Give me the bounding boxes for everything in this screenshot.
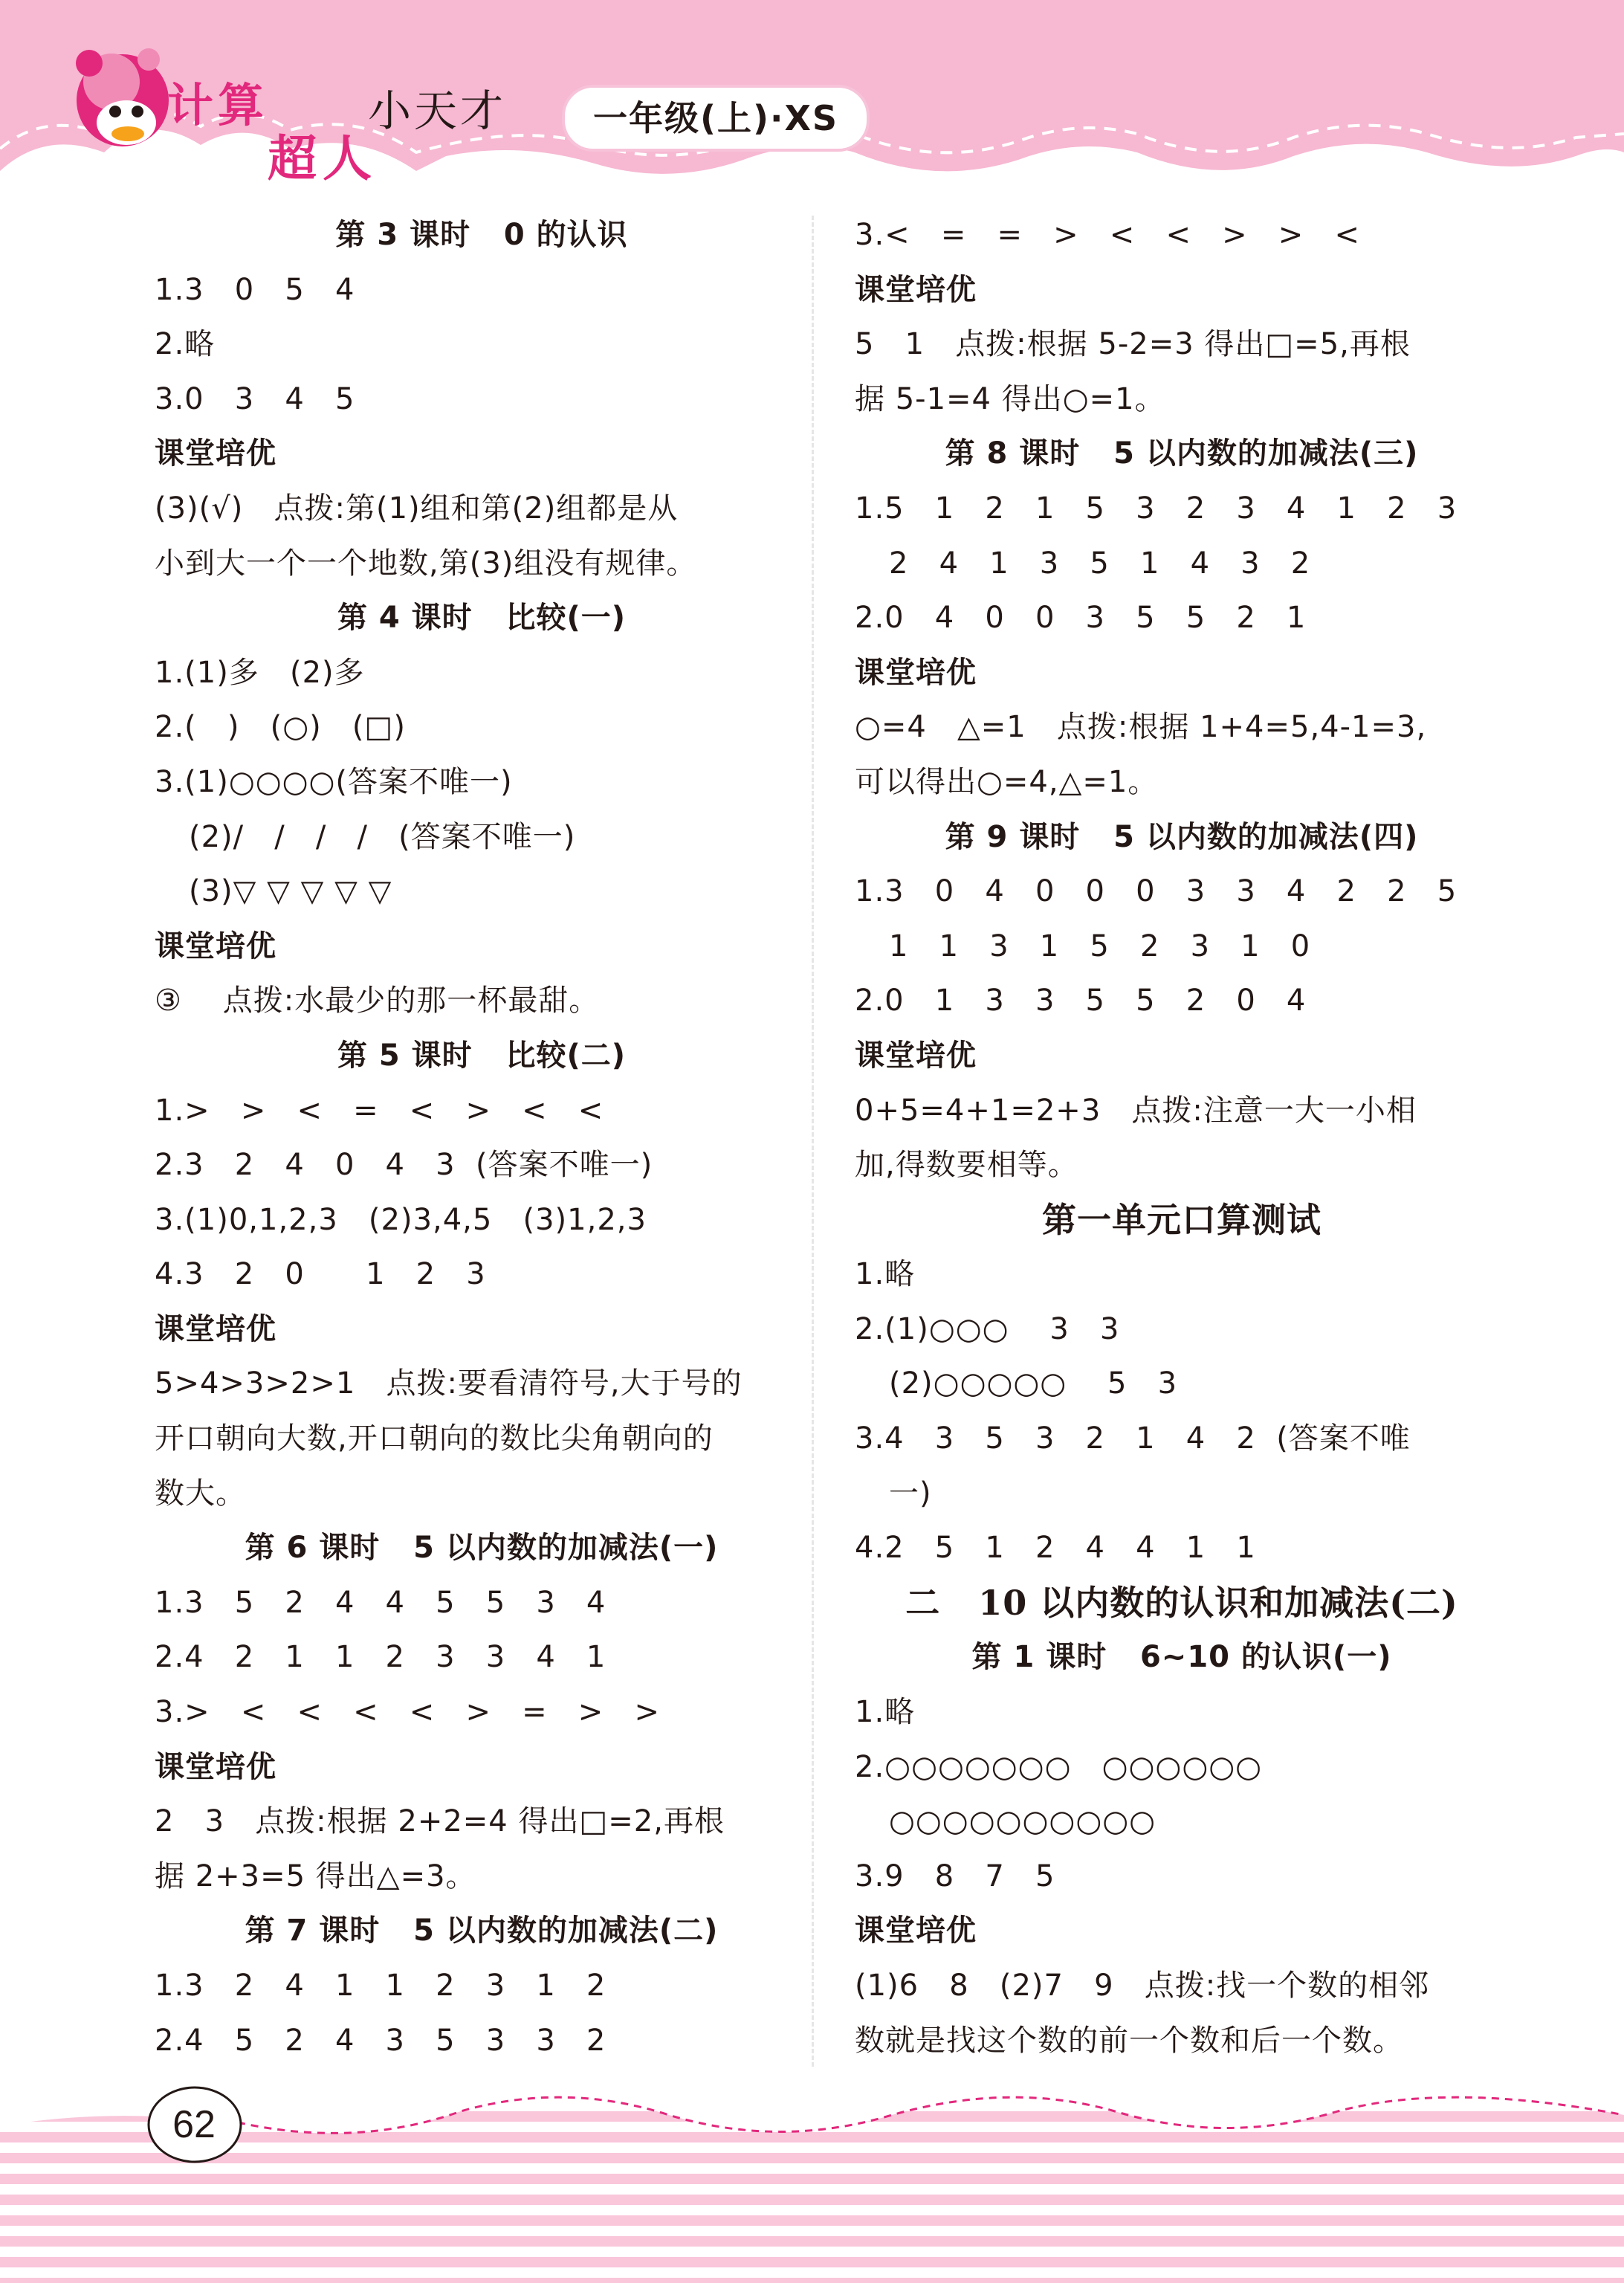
- answer-line: 5 1 点拨:根据 5-2=3 得出□=5,再根: [855, 327, 1411, 362]
- right-column: [855, 208, 1509, 2068]
- footer-stripes: [0, 2082, 1624, 2283]
- answer-line: 小到大一个一个地数,第(3)组没有规律。: [155, 546, 697, 581]
- column-divider: [812, 216, 814, 2067]
- answer-line: (3)▽ ▽ ▽ ▽ ▽: [189, 874, 392, 909]
- section-heading: 第 8 课时 5 以内数的加减法(三): [945, 436, 1419, 471]
- answer-line: ○=4 △=1 点拨:根据 1+4=5,4-1=3,: [855, 710, 1427, 745]
- answer-line: 2.0 1 3 3 5 5 2 0 4: [855, 984, 1307, 1018]
- answer-line: 2.○○○○○○○ ○○○○○○: [855, 1749, 1263, 1784]
- answer-line: 2.(1)○○○ 3 3: [855, 1311, 1120, 1346]
- answer-line: 0+5=4+1=2+3 点拨:注意一大一小相: [855, 1093, 1417, 1128]
- subsection-label: 课堂培优: [855, 655, 977, 690]
- section-heading: 第 4 课时 比较(一): [337, 601, 627, 636]
- answer-line: 2.( ) (○) (□): [155, 710, 406, 745]
- section-heading: 第 1 课时 6~10 的认识(一): [971, 1640, 1392, 1675]
- grade-badge: 一年级(上)·XS: [565, 88, 867, 149]
- subsection-label: 课堂培优: [855, 1038, 977, 1073]
- logo-subtitle: 小天才: [368, 85, 507, 136]
- answer-line: 2.4 2 1 1 2 3 3 4 1: [155, 1640, 606, 1675]
- answer-line: 1.3 0 5 4: [155, 272, 355, 307]
- answer-line: 可以得出○=4,△=1。: [855, 764, 1159, 799]
- left-column: [155, 208, 809, 2068]
- answer-line: 4.2 5 1 2 4 4 1 1: [855, 1531, 1256, 1566]
- answer-line: 2 3 点拨:根据 2+2=4 得出□=2,再根: [155, 1804, 725, 1839]
- answer-line: 数大。: [155, 1476, 246, 1511]
- answer-line: 1.3 2 4 1 1 2 3 1 2: [155, 1969, 606, 2003]
- section-heading: 第 5 课时 比较(二): [337, 1038, 627, 1073]
- subsection-label: 课堂培优: [155, 1749, 276, 1784]
- answer-line: 2.0 4 0 0 3 5 5 2 1: [855, 601, 1307, 636]
- footer-stripe: [0, 2132, 1624, 2142]
- answer-line: 据 5-1=4 得出○=1。: [855, 381, 1165, 416]
- answer-line: 3.0 3 4 5: [155, 381, 355, 416]
- answer-line: 1 1 3 1 5 2 3 1 0: [889, 929, 1311, 963]
- answer-line: 1.3 5 2 4 4 5 5 3 4: [155, 1585, 606, 1620]
- section-heading: 第 6 课时 5 以内数的加减法(一): [245, 1531, 719, 1566]
- answer-line: 3.(1)0,1,2,3 (2)3,4,5 (3)1,2,3: [155, 1202, 647, 1237]
- answer-line: 一): [889, 1476, 932, 1511]
- answer-line: 3.9 8 7 5: [855, 1859, 1055, 1893]
- cartoon-mascot-icon: [76, 48, 169, 146]
- answer-line: 据 2+3=5 得出△=3。: [155, 1859, 476, 1893]
- subsection-label: 课堂培优: [855, 1914, 977, 1948]
- answer-line: 1.(1)多 (2)多: [155, 655, 365, 690]
- answer-line: 2.3 2 4 0 4 3 (答案不唯一): [155, 1148, 653, 1183]
- footer-stripe: [0, 2278, 1624, 2283]
- footer-stripe: [0, 2257, 1624, 2267]
- answer-line: 1.5 1 2 1 5 3 2 3 4 1 2 3: [855, 491, 1458, 526]
- answer-line: 1.> > < = < > < <: [155, 1093, 604, 1128]
- footer-stripe: [0, 2195, 1624, 2205]
- answer-line: ③ 点拨:水最少的那一杯最甜。: [155, 984, 600, 1018]
- subsection-label: 课堂培优: [155, 436, 276, 471]
- answer-line: 1.3 0 4 0 0 0 3 3 4 2 2 5: [855, 874, 1458, 909]
- answer-line: (3)(√) 点拨:第(1)组和第(2)组都是从: [155, 491, 679, 526]
- section-heading: 第 3 课时 0 的认识: [335, 218, 628, 252]
- subsection-label: 课堂培优: [855, 272, 977, 307]
- section-heading: 第 9 课时 5 以内数的加减法(四): [945, 819, 1419, 854]
- subsection-label: 课堂培优: [155, 1311, 276, 1346]
- footer-stripe: [0, 2174, 1624, 2184]
- logo-title-jisuan: 计算: [167, 78, 269, 132]
- answer-line: 2.4 5 2 4 3 5 3 3 2: [155, 2023, 606, 2058]
- answer-line: 开口朝向大数,开口朝向的数比尖角朝向的: [155, 1421, 714, 1456]
- footer-stripe: [0, 2215, 1624, 2226]
- answer-line: 5>4>3>2>1 点拨:要看清符号,大于号的: [155, 1366, 743, 1401]
- answer-line: (2)/ / / / (答案不唯一): [189, 819, 576, 854]
- page-number: 62: [172, 2103, 216, 2146]
- footer-stripe: [0, 2236, 1624, 2247]
- answer-line: 2.略: [155, 327, 216, 362]
- answer-line: ○○○○○○○○○○: [889, 1804, 1156, 1839]
- logo-title-chaoren: 超人: [268, 130, 378, 187]
- answer-line: 3.(1)○○○○(答案不唯一): [155, 764, 513, 799]
- answer-line: (1)6 8 (2)7 9 点拨:找一个数的相邻: [855, 1969, 1430, 2003]
- section-heading: 二 10 以内数的认识和加减法(二): [905, 1582, 1458, 1623]
- answer-line: 3.> < < < < > = > >: [155, 1695, 660, 1730]
- answer-line: 4.3 2 0 1 2 3: [155, 1257, 486, 1292]
- answer-line: 1.略: [855, 1695, 916, 1730]
- section-heading: 第 7 课时 5 以内数的加减法(二): [245, 1914, 719, 1948]
- answer-line: 3.< = = > < < > > <: [855, 218, 1360, 252]
- subsection-label: 课堂培优: [155, 929, 276, 963]
- answer-line: 3.4 3 5 3 2 1 4 2 (答案不唯: [855, 1421, 1411, 1456]
- answer-line: 2 4 1 3 5 1 4 3 2: [889, 546, 1311, 581]
- answer-line: (2)○○○○○ 5 3: [889, 1366, 1178, 1401]
- section-heading: 第一单元口算测试: [1042, 1199, 1321, 1240]
- answer-line: 数就是找这个数的前一个数和后一个数。: [855, 2023, 1403, 2058]
- answer-line: 1.略: [855, 1257, 916, 1292]
- answer-line: 加,得数要相等。: [855, 1148, 1078, 1183]
- footer-stripe: [0, 2153, 1624, 2163]
